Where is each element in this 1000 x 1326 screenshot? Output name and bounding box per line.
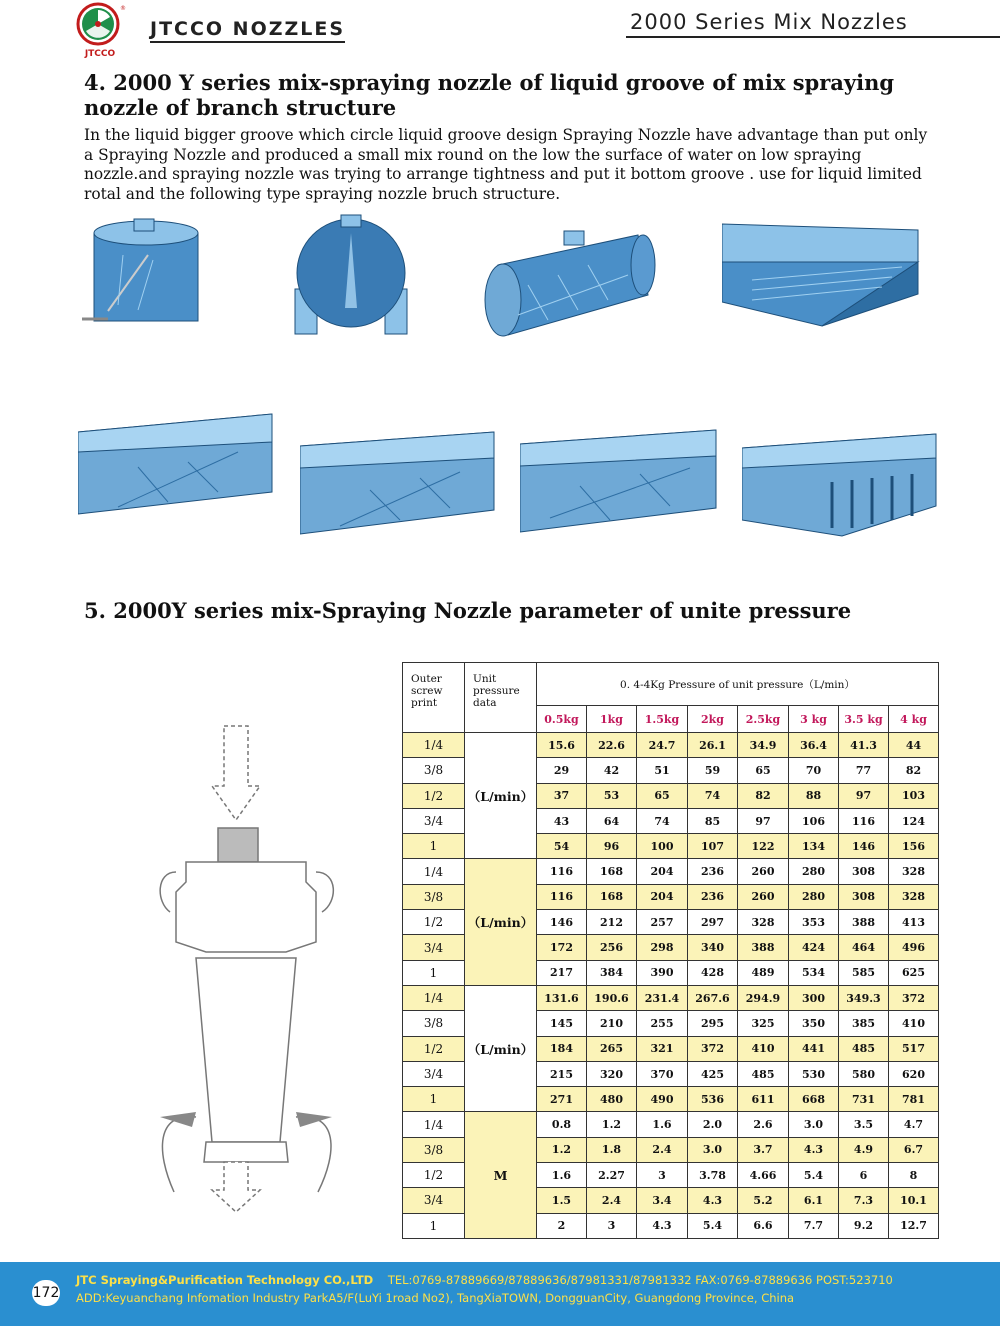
flow-value-cell: 620 <box>889 1061 939 1086</box>
section-4-intro: In the liquid bigger groove which circle liquid groove design Spraying Nozzle have advantage than put only a Spraying Nozzle and produced a small mix round on the low the surface of water on low spraying nozzle.and spraying nozzle was trying to arrange tightness and put it bottom groove . use for liquid limited rotal and the following type spraying nozzle bruch structure. <box>84 126 928 203</box>
flow-value-cell: 1.2 <box>587 1112 637 1137</box>
flow-value-cell: 3.78 <box>688 1163 738 1188</box>
flow-value-cell: 410 <box>889 1011 939 1036</box>
flow-value-cell: 97 <box>839 783 889 808</box>
flow-value-cell: 3.0 <box>688 1137 738 1162</box>
screw-size-cell: 3/4 <box>403 808 465 833</box>
footer-company-line <box>76 1273 893 1287</box>
flow-value-cell: 64 <box>587 808 637 833</box>
flow-value-cell: 0.8 <box>537 1112 587 1137</box>
flow-value-cell: 217 <box>537 960 587 985</box>
pressure-header: 1kg <box>587 706 637 733</box>
tank-illustration-5 <box>78 412 274 522</box>
flow-value-cell: 1.5 <box>537 1188 587 1213</box>
table-row <box>403 859 939 884</box>
flow-value-cell: 77 <box>839 758 889 783</box>
flow-value-cell: 24.7 <box>637 733 688 758</box>
flow-value-cell: 298 <box>637 935 688 960</box>
flow-value-cell: 53 <box>587 783 637 808</box>
flow-value-cell: 204 <box>637 884 688 909</box>
flow-value-cell: 7.3 <box>839 1188 889 1213</box>
header-pressure-range: 0. 4-4Kg Pressure of unit pressure（L/min） <box>537 663 939 706</box>
flow-value-cell: 611 <box>738 1087 789 1112</box>
section-4-title: 4. 2000 Y series mix-spraying nozzle of liquid groove of mix spraying nozzle of branch structure <box>84 70 895 120</box>
tank-illustration-7 <box>520 428 718 536</box>
header-outer-screw: Outer screw print <box>403 663 465 733</box>
flow-value-cell: 34.9 <box>738 733 789 758</box>
company-address: ADD:Keyuanchang Infomation Industry ParkA5/F(LuYi 1road No2), TangXiaTOWN, DongguanCity, Guangdong Province, China <box>76 1291 795 1305</box>
flow-value-cell: 41.3 <box>839 733 889 758</box>
flow-value-cell: 300 <box>789 985 839 1010</box>
flow-value-cell: 534 <box>789 960 839 985</box>
nozzle-parameter-table <box>402 662 939 1239</box>
nozzle-flow-diagram <box>156 722 338 1214</box>
flow-value-cell: 425 <box>688 1061 738 1086</box>
flow-value-cell: 42 <box>587 758 637 783</box>
pressure-header: 1.5kg <box>637 706 688 733</box>
flow-value-cell: 308 <box>839 884 889 909</box>
screw-size-cell: 3/8 <box>403 1137 465 1162</box>
screw-size-cell: 3/8 <box>403 758 465 783</box>
flow-value-cell: 267.6 <box>688 985 738 1010</box>
flow-value-cell: 328 <box>889 884 939 909</box>
screw-size-cell: 1/4 <box>403 859 465 884</box>
flow-value-cell: 490 <box>637 1087 688 1112</box>
flow-value-cell: 82 <box>889 758 939 783</box>
vertical-cylinder-tank-illustration <box>78 215 208 327</box>
screw-size-cell: 1 <box>403 1213 465 1238</box>
flow-value-cell: 428 <box>688 960 738 985</box>
pressure-header: 0.5kg <box>537 706 587 733</box>
brand-name: JTCCO NOZZLES <box>150 18 345 43</box>
unit-cell: （L/min） <box>465 859 537 985</box>
flow-value-cell: 350 <box>789 1011 839 1036</box>
screw-size-cell: 1/4 <box>403 985 465 1010</box>
logo-text: JTCCO <box>84 49 116 58</box>
flow-value-cell: 256 <box>587 935 637 960</box>
flow-value-cell: 54 <box>537 834 587 859</box>
flow-value-cell: 1.8 <box>587 1137 637 1162</box>
pressure-header: 3 kg <box>789 706 839 733</box>
flow-value-cell: 210 <box>587 1011 637 1036</box>
screw-size-cell: 3/4 <box>403 935 465 960</box>
flow-value-cell: 97 <box>738 808 789 833</box>
flow-value-cell: 22.6 <box>587 733 637 758</box>
unit-cell: M <box>465 1112 537 1238</box>
flow-value-cell: 5.4 <box>789 1163 839 1188</box>
flow-value-cell: 3 <box>637 1163 688 1188</box>
flow-value-cell: 116 <box>839 808 889 833</box>
flow-value-cell: 1.6 <box>637 1112 688 1137</box>
header-unit: Unit pressure data <box>465 663 537 733</box>
flow-value-cell: 580 <box>839 1061 889 1086</box>
flow-value-cell: 480 <box>587 1087 637 1112</box>
flow-value-cell: 85 <box>688 808 738 833</box>
flow-value-cell: 74 <box>637 808 688 833</box>
flow-value-cell: 1.2 <box>537 1137 587 1162</box>
pressure-header: 2.5kg <box>738 706 789 733</box>
flow-value-cell: 236 <box>688 884 738 909</box>
flow-value-cell: 146 <box>839 834 889 859</box>
svg-text:®: ® <box>120 5 126 12</box>
screw-size-cell: 3/8 <box>403 884 465 909</box>
flow-value-cell: 6.7 <box>889 1137 939 1162</box>
flow-value-cell: 124 <box>889 808 939 833</box>
flow-value-cell: 260 <box>738 859 789 884</box>
flow-value-cell: 372 <box>688 1036 738 1061</box>
flow-value-cell: 3 <box>587 1213 637 1238</box>
flow-value-cell: 441 <box>789 1036 839 1061</box>
flow-value-cell: 172 <box>537 935 587 960</box>
flow-value-cell: 231.4 <box>637 985 688 1010</box>
flow-value-cell: 65 <box>637 783 688 808</box>
flow-value-cell: 65 <box>738 758 789 783</box>
flow-value-cell: 74 <box>688 783 738 808</box>
flow-value-cell: 10.1 <box>889 1188 939 1213</box>
flow-value-cell: 2.0 <box>688 1112 738 1137</box>
flow-value-cell: 131.6 <box>537 985 587 1010</box>
unit-cell: （L/min） <box>465 985 537 1111</box>
screw-size-cell: 3/4 <box>403 1061 465 1086</box>
flow-value-cell: 3.7 <box>738 1137 789 1162</box>
flow-value-cell: 44 <box>889 733 939 758</box>
series-title: 2000 Series Mix Nozzles <box>630 10 908 34</box>
flow-value-cell: 7.7 <box>789 1213 839 1238</box>
flow-value-cell: 308 <box>839 859 889 884</box>
flow-value-cell: 236 <box>688 859 738 884</box>
flow-value-cell: 103 <box>889 783 939 808</box>
flow-value-cell: 29 <box>537 758 587 783</box>
flow-value-cell: 3.4 <box>637 1188 688 1213</box>
screw-size-cell: 1/4 <box>403 1112 465 1137</box>
flow-value-cell: 4.66 <box>738 1163 789 1188</box>
flow-value-cell: 781 <box>889 1087 939 1112</box>
flow-value-cell: 59 <box>688 758 738 783</box>
flow-value-cell: 51 <box>637 758 688 783</box>
flow-value-cell: 295 <box>688 1011 738 1036</box>
flow-value-cell: 320 <box>587 1061 637 1086</box>
flow-value-cell: 390 <box>637 960 688 985</box>
flow-value-cell: 37 <box>537 783 587 808</box>
flow-value-cell: 6.6 <box>738 1213 789 1238</box>
table-row <box>403 733 939 758</box>
flow-value-cell: 485 <box>839 1036 889 1061</box>
flow-value-cell: 6.1 <box>789 1188 839 1213</box>
screw-size-cell: 1/4 <box>403 733 465 758</box>
flow-value-cell: 349.3 <box>839 985 889 1010</box>
flow-value-cell: 413 <box>889 910 939 935</box>
flow-value-cell: 100 <box>637 834 688 859</box>
flow-value-cell: 5.4 <box>688 1213 738 1238</box>
flow-value-cell: 353 <box>789 910 839 935</box>
flow-value-cell: 122 <box>738 834 789 859</box>
horizontal-cylinder-tank-illustration <box>478 225 658 341</box>
section-5-title: 5. 2000Y series mix-Spraying Nozzle parameter of unite pressure <box>84 598 852 623</box>
flow-value-cell: 2.4 <box>637 1137 688 1162</box>
flow-value-cell: 321 <box>637 1036 688 1061</box>
flow-value-cell: 134 <box>789 834 839 859</box>
tank-illustration-6 <box>300 430 496 538</box>
flow-value-cell: 4.7 <box>889 1112 939 1137</box>
rectangular-tank-illustration <box>722 222 922 332</box>
flow-value-cell: 82 <box>738 783 789 808</box>
flow-value-cell: 257 <box>637 910 688 935</box>
flow-value-cell: 116 <box>537 884 587 909</box>
flow-value-cell: 212 <box>587 910 637 935</box>
flow-value-cell: 9.2 <box>839 1213 889 1238</box>
screw-size-cell: 3/4 <box>403 1188 465 1213</box>
flow-value-cell: 410 <box>738 1036 789 1061</box>
flow-value-cell: 280 <box>789 859 839 884</box>
company-contact: TEL:0769-87889669/87889636/87981331/87981332 FAX:0769-87889636 POST:523710 <box>387 1273 893 1287</box>
flow-value-cell: 3.5 <box>839 1112 889 1137</box>
flow-value-cell: 328 <box>738 910 789 935</box>
flow-value-cell: 328 <box>889 859 939 884</box>
screw-size-cell: 3/8 <box>403 1011 465 1036</box>
flow-value-cell: 731 <box>839 1087 889 1112</box>
flow-value-cell: 668 <box>789 1087 839 1112</box>
flow-value-cell: 370 <box>637 1061 688 1086</box>
flow-value-cell: 5.2 <box>738 1188 789 1213</box>
spherical-tank-illustration <box>293 213 411 338</box>
flow-value-cell: 4.3 <box>789 1137 839 1162</box>
table-row <box>403 1112 939 1137</box>
flow-value-cell: 2.27 <box>587 1163 637 1188</box>
flow-value-cell: 530 <box>789 1061 839 1086</box>
pressure-header: 4 kg <box>889 706 939 733</box>
flow-value-cell: 260 <box>738 884 789 909</box>
screw-size-cell: 1 <box>403 834 465 859</box>
flow-value-cell: 585 <box>839 960 889 985</box>
flow-value-cell: 2.6 <box>738 1112 789 1137</box>
flow-value-cell: 4.3 <box>637 1213 688 1238</box>
flow-value-cell: 96 <box>587 834 637 859</box>
flow-value-cell: 107 <box>688 834 738 859</box>
tank-illustration-8 <box>742 432 938 540</box>
flow-value-cell: 8 <box>889 1163 939 1188</box>
series-divider <box>626 36 1000 38</box>
flow-value-cell: 36.4 <box>789 733 839 758</box>
flow-value-cell: 43 <box>537 808 587 833</box>
screw-size-cell: 1/2 <box>403 783 465 808</box>
screw-size-cell: 1 <box>403 1087 465 1112</box>
flow-value-cell: 325 <box>738 1011 789 1036</box>
flow-value-cell: 204 <box>637 859 688 884</box>
flow-value-cell: 168 <box>587 859 637 884</box>
flow-value-cell: 88 <box>789 783 839 808</box>
flow-value-cell: 297 <box>688 910 738 935</box>
table-row <box>403 985 939 1010</box>
flow-value-cell: 156 <box>889 834 939 859</box>
flow-value-cell: 2.4 <box>587 1188 637 1213</box>
flow-value-cell: 215 <box>537 1061 587 1086</box>
flow-value-cell: 496 <box>889 935 939 960</box>
pressure-header: 2kg <box>688 706 738 733</box>
flow-value-cell: 265 <box>587 1036 637 1061</box>
flow-value-cell: 388 <box>738 935 789 960</box>
flow-value-cell: 146 <box>537 910 587 935</box>
flow-value-cell: 4.9 <box>839 1137 889 1162</box>
unit-cell: （L/min） <box>465 733 537 859</box>
flow-value-cell: 15.6 <box>537 733 587 758</box>
flow-value-cell: 294.9 <box>738 985 789 1010</box>
flow-value-cell: 388 <box>839 910 889 935</box>
flow-value-cell: 106 <box>789 808 839 833</box>
flow-value-cell: 372 <box>889 985 939 1010</box>
screw-size-cell: 1/2 <box>403 1036 465 1061</box>
flow-value-cell: 464 <box>839 935 889 960</box>
flow-value-cell: 145 <box>537 1011 587 1036</box>
flow-value-cell: 4.3 <box>688 1188 738 1213</box>
flow-value-cell: 190.6 <box>587 985 637 1010</box>
flow-value-cell: 385 <box>839 1011 889 1036</box>
flow-value-cell: 384 <box>587 960 637 985</box>
flow-value-cell: 625 <box>889 960 939 985</box>
flow-value-cell: 12.7 <box>889 1213 939 1238</box>
flow-value-cell: 184 <box>537 1036 587 1061</box>
flow-value-cell: 517 <box>889 1036 939 1061</box>
screw-size-cell: 1/2 <box>403 910 465 935</box>
flow-value-cell: 340 <box>688 935 738 960</box>
flow-value-cell: 1.6 <box>537 1163 587 1188</box>
screw-size-cell: 1/2 <box>403 1163 465 1188</box>
flow-value-cell: 26.1 <box>688 733 738 758</box>
screw-size-cell: 1 <box>403 960 465 985</box>
flow-value-cell: 489 <box>738 960 789 985</box>
flow-value-cell: 168 <box>587 884 637 909</box>
flow-value-cell: 255 <box>637 1011 688 1036</box>
flow-value-cell: 70 <box>789 758 839 783</box>
flow-value-cell: 271 <box>537 1087 587 1112</box>
flow-value-cell: 3.0 <box>789 1112 839 1137</box>
flow-value-cell: 424 <box>789 935 839 960</box>
page-number: 172 <box>32 1280 60 1306</box>
flow-value-cell: 116 <box>537 859 587 884</box>
jtcco-logo <box>74 2 126 58</box>
flow-value-cell: 485 <box>738 1061 789 1086</box>
flow-value-cell: 536 <box>688 1087 738 1112</box>
flow-value-cell: 280 <box>789 884 839 909</box>
flow-value-cell: 6 <box>839 1163 889 1188</box>
company-name: JTC Spraying&Purification Technology CO.,LTD <box>76 1273 374 1287</box>
pressure-header: 3.5 kg <box>839 706 889 733</box>
flow-value-cell: 2 <box>537 1213 587 1238</box>
